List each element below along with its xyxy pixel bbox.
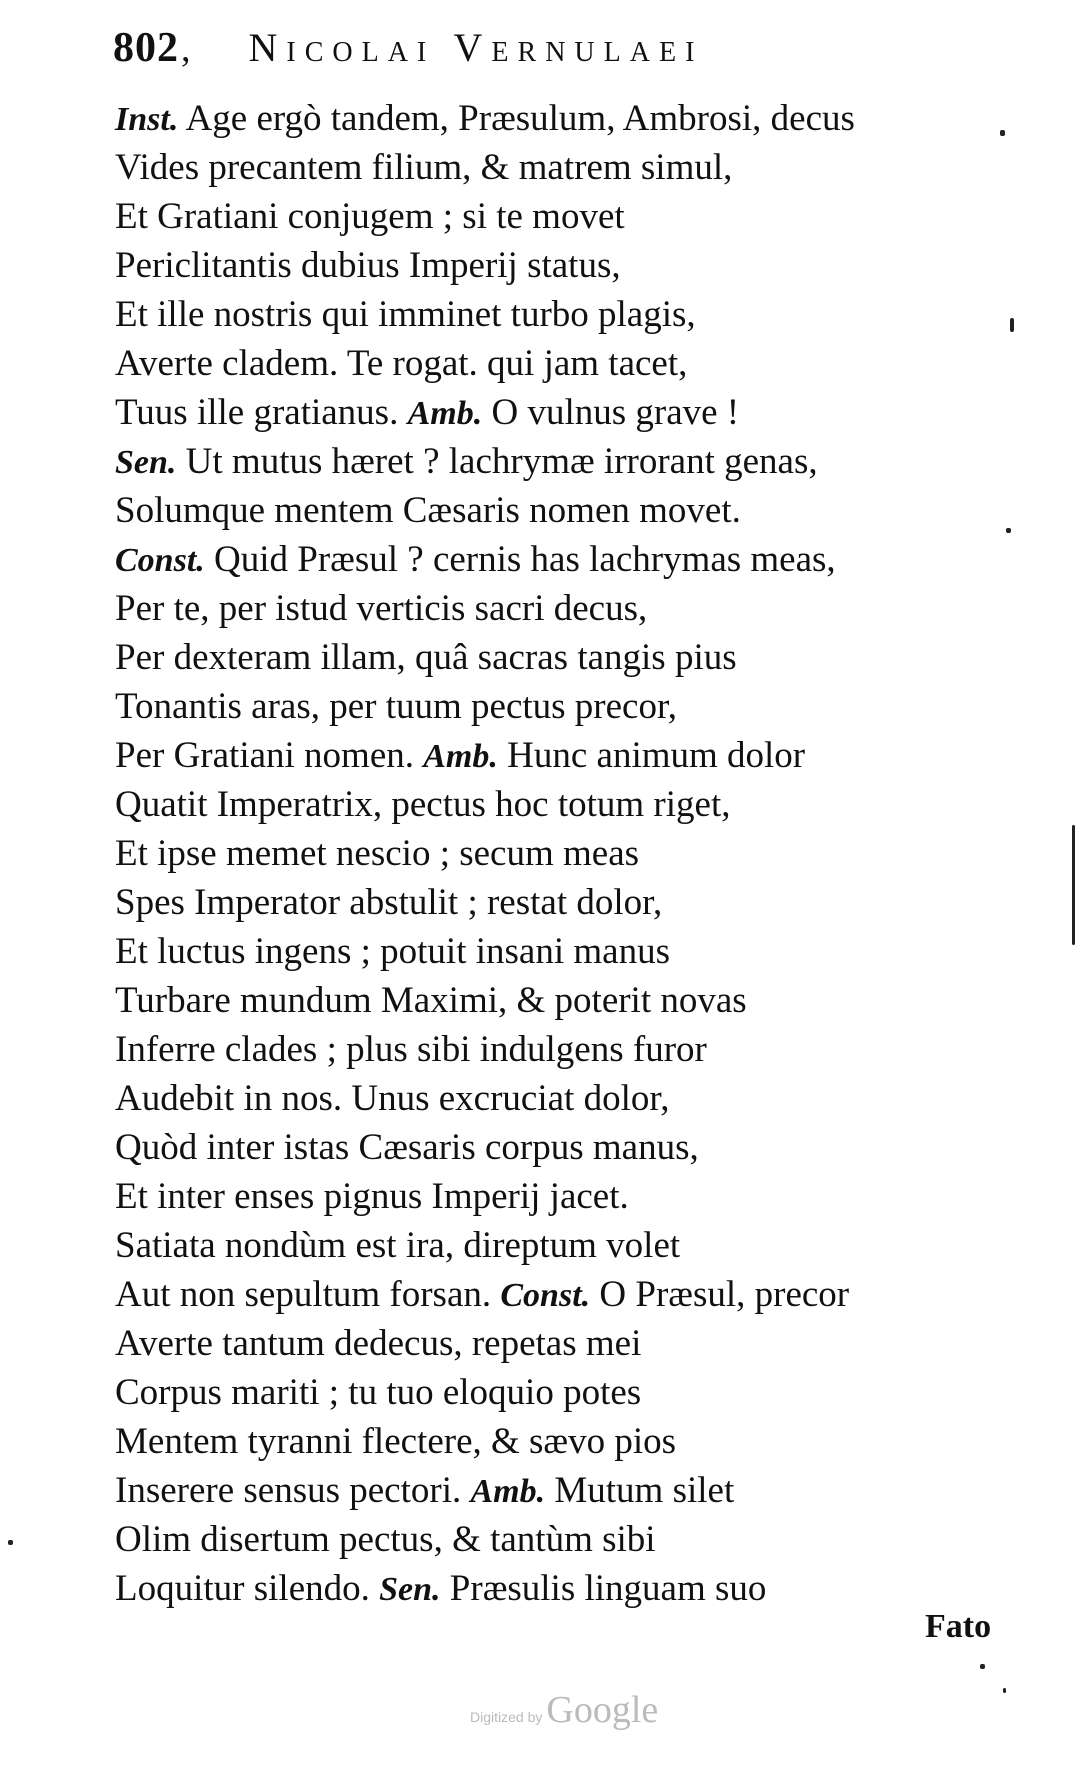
verse-line bbox=[115, 192, 1015, 241]
watermark-brand: Google bbox=[546, 1689, 659, 1731]
verse-text: Corpus mariti ; tu tuo eloquio potes bbox=[115, 1372, 642, 1413]
verse-text: Age ergò tandem, Præsulum, Ambrosi, decus bbox=[185, 98, 855, 139]
scan-speck bbox=[980, 1664, 985, 1669]
verse-line bbox=[115, 486, 1015, 535]
verse-line bbox=[115, 1417, 1015, 1466]
verse-line bbox=[115, 633, 1015, 682]
verse-text: Per Gratiani nomen. bbox=[115, 735, 414, 776]
verse-line bbox=[115, 388, 1015, 437]
verse-line bbox=[115, 1074, 1015, 1123]
verse-line bbox=[115, 731, 1015, 780]
verse-line bbox=[115, 584, 1015, 633]
verse-line bbox=[115, 1123, 1015, 1172]
verse-line bbox=[115, 1319, 1015, 1368]
verse-text: Averte cladem. Te rogat. qui jam tacet, bbox=[115, 343, 688, 384]
speaker-tag: Const. bbox=[500, 1277, 591, 1314]
verse-line bbox=[115, 878, 1015, 927]
verse-text: Et ipse memet nescio ; secum meas bbox=[115, 833, 640, 874]
verse-line bbox=[115, 94, 1015, 143]
speaker-tag: Sen. bbox=[379, 1571, 441, 1608]
verse-text: Quòd inter istas Cæsaris corpus manus, bbox=[115, 1127, 699, 1168]
verse-text: Ut mutus hæret ? lachrymæ irrorant genas, bbox=[185, 441, 818, 482]
verse-text: Inferre clades ; plus sibi indulgens furor bbox=[115, 1029, 707, 1070]
verse-text: Periclitantis dubius Imperij status, bbox=[115, 245, 621, 286]
scan-speck bbox=[1006, 528, 1011, 533]
page-header bbox=[113, 24, 913, 84]
verse-text: Et ille nostris qui imminet turbo plagis, bbox=[115, 294, 696, 335]
verse-line bbox=[115, 682, 1015, 731]
verse-line bbox=[115, 241, 1015, 290]
verse-text: O Præsul, precor bbox=[599, 1274, 850, 1315]
verse-text: O vulnus grave ! bbox=[491, 392, 740, 433]
speaker-tag: Amb. bbox=[407, 395, 483, 432]
verse-line bbox=[115, 437, 1015, 486]
running-head: Nicolai Vernulaei bbox=[248, 25, 704, 70]
verse-text: Et inter enses pignus Imperij jacet. bbox=[115, 1176, 629, 1217]
verse-line bbox=[115, 1564, 1015, 1613]
verse-text: Spes Imperator abstulit ; restat dolor, bbox=[115, 882, 663, 923]
verse-text: Loquitur silendo. bbox=[115, 1568, 370, 1609]
verse-text: Audebit in nos. Unus excruciat dolor, bbox=[115, 1078, 670, 1119]
verse-text: Tuus ille gratianus. bbox=[115, 392, 399, 433]
verse-text: Inserere sensus pectori. bbox=[115, 1470, 462, 1511]
verse-text: Per te, per istud verticis sacri decus, bbox=[115, 588, 648, 629]
verse-line bbox=[115, 1172, 1015, 1221]
verse-text: Quatit Imperatrix, pectus hoc totum riget, bbox=[115, 784, 731, 825]
verse-text: Mentem tyranni flectere, & sævo pios bbox=[115, 1421, 677, 1462]
verse-line bbox=[115, 1515, 1015, 1564]
verse-line bbox=[115, 1270, 1015, 1319]
verse-text: Quid Præsul ? cernis has lachrymas meas, bbox=[214, 539, 836, 580]
verse-line bbox=[115, 535, 1015, 584]
page-number-punct: , bbox=[181, 28, 191, 70]
verse-text: Turbare mundum Maximi, & poterit novas bbox=[115, 980, 747, 1021]
speaker-tag: Inst. bbox=[115, 101, 179, 138]
watermark-prefix: Digitized by bbox=[470, 1709, 543, 1725]
verse-text: Olim disertum pectus, & tantùm sibi bbox=[115, 1519, 656, 1560]
scan-speck bbox=[8, 1540, 13, 1545]
scan-speck bbox=[1000, 130, 1005, 136]
scan-speck bbox=[1003, 1688, 1006, 1693]
verse-text: Præsulis linguam suo bbox=[449, 1568, 767, 1609]
verse-text: Et Gratiani conjugem ; si te movet bbox=[115, 196, 625, 237]
verse-text: Vides precantem filium, & matrem simul, bbox=[115, 147, 733, 188]
speaker-tag: Sen. bbox=[115, 444, 177, 481]
verse-text: Per dexteram illam, quâ sacras tangis pius bbox=[115, 637, 737, 678]
verse-line bbox=[115, 829, 1015, 878]
verse-block bbox=[115, 94, 1015, 1613]
verse-text: Averte tantum dedecus, repetas mei bbox=[115, 1323, 642, 1364]
scan-edge bbox=[1072, 825, 1075, 945]
speaker-tag: Amb. bbox=[470, 1473, 546, 1510]
verse-text: Mutum silet bbox=[554, 1470, 735, 1511]
verse-line bbox=[115, 339, 1015, 388]
verse-text: Satiata nondùm est ira, direptum volet bbox=[115, 1225, 681, 1266]
verse-text: Hunc animum dolor bbox=[507, 735, 806, 776]
verse-text: Aut non sepultum forsan. bbox=[115, 1274, 492, 1315]
page-number: 802 bbox=[113, 25, 179, 71]
verse-line bbox=[115, 143, 1015, 192]
verse-line bbox=[115, 1221, 1015, 1270]
scan-speck bbox=[1010, 318, 1014, 332]
speaker-tag: Const. bbox=[115, 542, 205, 579]
digitized-watermark bbox=[470, 1688, 658, 1732]
verse-text: Et luctus ingens ; potuit insani manus bbox=[115, 931, 670, 972]
verse-line bbox=[115, 1368, 1015, 1417]
verse-line bbox=[115, 1466, 1015, 1515]
speaker-tag: Amb. bbox=[423, 738, 498, 775]
verse-line bbox=[115, 290, 1015, 339]
verse-text: Tonantis aras, per tuum pectus precor, bbox=[115, 686, 678, 727]
verse-line bbox=[115, 1025, 1015, 1074]
verse-line bbox=[115, 927, 1015, 976]
verse-text: Solumque mentem Cæsaris nomen movet. bbox=[115, 490, 741, 531]
catchword: Fato bbox=[925, 1608, 992, 1645]
verse-line bbox=[115, 780, 1015, 829]
verse-line bbox=[115, 976, 1015, 1025]
